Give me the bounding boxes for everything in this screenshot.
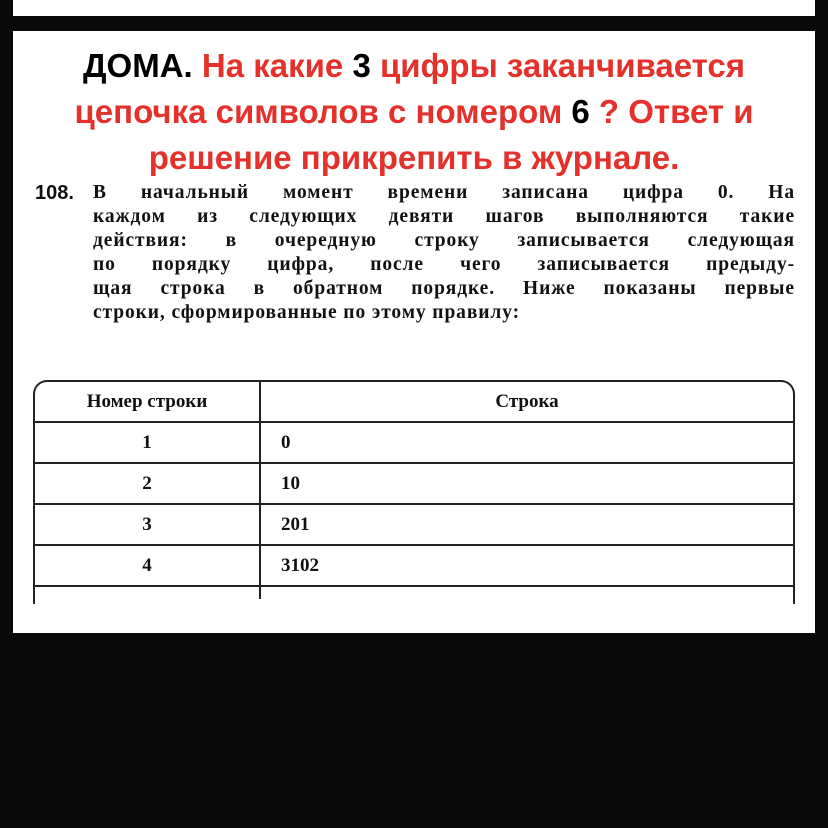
row-string-cell: 10	[260, 463, 793, 504]
header-digit-count: 3	[352, 47, 371, 84]
table-row-cut-off	[35, 586, 793, 599]
task-line: по порядку цифра, после чего записывается предыду-	[93, 254, 795, 275]
column-header-row-number: Номер строки	[35, 382, 260, 422]
header-row-number: 6	[571, 93, 590, 130]
row-string-cell: 201	[260, 504, 793, 545]
task-number: 108.	[35, 182, 74, 204]
task-line: действия: в очередную строку записывается следующая	[93, 230, 795, 251]
top-page-edge	[13, 0, 815, 16]
header-line-1: ДОМА. На какие 3 цифры заканчивается	[83, 47, 745, 84]
header-line-2: цепочка символов с номером 6 ? Ответ и	[74, 93, 754, 130]
task-text	[35, 181, 795, 325]
row-number-cell: 4	[35, 545, 260, 586]
sequence-table	[33, 380, 795, 604]
row-number-cell: 2	[35, 463, 260, 504]
task-line: В начальный момент времени записана цифра 0. На	[93, 182, 795, 203]
homework-header	[13, 43, 815, 181]
task-line: строки, сформированные по этому правилу:	[93, 302, 521, 323]
table-header-row	[35, 382, 793, 422]
header-line-3: решение прикрепить в журнале.	[148, 139, 680, 176]
row-string-cell: 3102	[260, 545, 793, 586]
column-header-string: Строка	[260, 382, 793, 422]
table-row	[35, 504, 793, 545]
worksheet-page	[13, 31, 815, 633]
task-line: щая строка в обратном порядке. Ниже показаны первые	[93, 278, 795, 299]
row-string-cell: 0	[260, 422, 793, 463]
row-number-cell: 1	[35, 422, 260, 463]
table-row	[35, 463, 793, 504]
table-row	[35, 422, 793, 463]
row-number-cell: 3	[35, 504, 260, 545]
task-line: каждом из следующих девяти шагов выполняются такие	[93, 206, 795, 227]
header-prefix: ДОМА.	[83, 47, 193, 84]
table-row	[35, 545, 793, 586]
